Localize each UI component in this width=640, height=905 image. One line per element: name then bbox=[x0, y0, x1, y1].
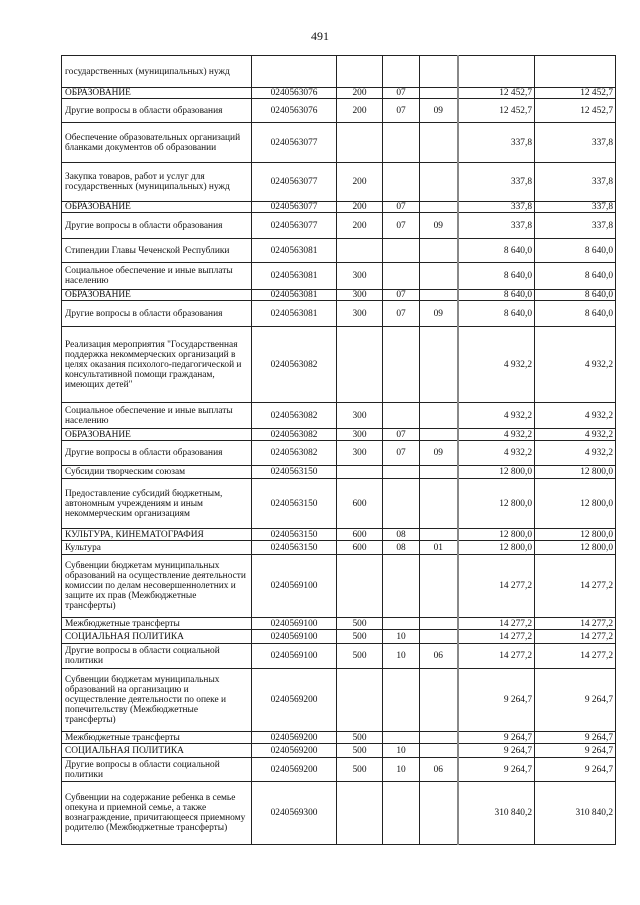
target-code-cell: 0240563081 bbox=[252, 239, 337, 263]
expense-type-cell bbox=[337, 327, 383, 403]
subsection-cell bbox=[420, 403, 458, 429]
item-name-cell: Другие вопросы в области образования bbox=[62, 301, 252, 327]
amount-cell: 14 277,2 bbox=[458, 555, 535, 618]
item-name-cell: ОБРАЗОВАНИЕ bbox=[62, 202, 252, 213]
amount-cell: 12 800,0 bbox=[458, 479, 535, 529]
table-row bbox=[62, 744, 616, 758]
subsection-cell bbox=[420, 163, 458, 202]
target-code-cell: 0240563150 bbox=[252, 529, 337, 541]
item-name-cell: КУЛЬТУРА, КИНЕМАТОГРАФИЯ bbox=[62, 529, 252, 541]
target-code-cell: 0240563150 bbox=[252, 479, 337, 529]
item-name-cell: ОБРАЗОВАНИЕ bbox=[62, 429, 252, 441]
amount-cell: 337,8 bbox=[458, 213, 535, 239]
amount-cell: 9 264,7 bbox=[458, 732, 535, 744]
section-cell: 10 bbox=[383, 630, 420, 644]
expense-type-cell: 300 bbox=[337, 263, 383, 290]
subsection-cell bbox=[420, 429, 458, 441]
table-row bbox=[62, 163, 616, 202]
amount-total-cell: 12 452,7 bbox=[535, 88, 616, 99]
amount-total-cell: 8 640,0 bbox=[535, 301, 616, 327]
amount-total-cell: 14 277,2 bbox=[535, 618, 616, 630]
amount-total-cell: 14 277,2 bbox=[535, 630, 616, 644]
target-code-cell: 0240569100 bbox=[252, 555, 337, 618]
target-code-cell: 0240563082 bbox=[252, 327, 337, 403]
expense-type-cell bbox=[337, 56, 383, 88]
item-name-cell: Другие вопросы в области социальной политики bbox=[62, 758, 252, 782]
amount-total-cell: 8 640,0 bbox=[535, 263, 616, 290]
amount-cell: 337,8 bbox=[458, 123, 535, 163]
budget-table-body bbox=[62, 56, 616, 845]
item-name-cell: СОЦИАЛЬНАЯ ПОЛИТИКА bbox=[62, 744, 252, 758]
section-cell bbox=[383, 479, 420, 529]
item-name-cell: Субвенции на содержание ребенка в семье опекуна и приемной семье, а также вознаграждение, причитающееся приемному родителю (Межбюджетные трансферты) bbox=[62, 782, 252, 845]
section-cell: 07 bbox=[383, 99, 420, 123]
amount-cell bbox=[458, 56, 535, 88]
expense-type-cell: 200 bbox=[337, 213, 383, 239]
item-name-cell: СОЦИАЛЬНАЯ ПОЛИТИКА bbox=[62, 630, 252, 644]
amount-total-cell: 12 452,7 bbox=[535, 99, 616, 123]
item-name-cell: Стипендии Главы Чеченской Республики bbox=[62, 239, 252, 263]
target-code-cell: 0240563077 bbox=[252, 123, 337, 163]
item-name-cell: Социальное обеспечение и иные выплаты населению bbox=[62, 263, 252, 290]
section-cell bbox=[383, 239, 420, 263]
target-code-cell: 0240563077 bbox=[252, 163, 337, 202]
subsection-cell bbox=[420, 290, 458, 301]
amount-cell: 12 452,7 bbox=[458, 99, 535, 123]
subsection-cell bbox=[420, 56, 458, 88]
subsection-cell bbox=[420, 123, 458, 163]
subsection-cell: 06 bbox=[420, 758, 458, 782]
section-cell bbox=[383, 163, 420, 202]
section-cell: 08 bbox=[383, 529, 420, 541]
amount-total-cell: 9 264,7 bbox=[535, 669, 616, 732]
expense-type-cell: 200 bbox=[337, 202, 383, 213]
amount-cell: 8 640,0 bbox=[458, 263, 535, 290]
subsection-cell bbox=[420, 479, 458, 529]
amount-cell: 14 277,2 bbox=[458, 618, 535, 630]
expense-type-cell: 300 bbox=[337, 441, 383, 466]
subsection-cell: 01 bbox=[420, 541, 458, 555]
item-name-cell: Межбюджетные трансферты bbox=[62, 732, 252, 744]
amount-total-cell: 4 932,2 bbox=[535, 441, 616, 466]
expense-type-cell: 600 bbox=[337, 541, 383, 555]
table-row bbox=[62, 618, 616, 630]
target-code-cell: 0240569200 bbox=[252, 744, 337, 758]
item-name-cell: Субвенции бюджетам муниципальных образований на осуществление деятельности комиссии по делам несовершеннолетних и защите их прав (Межбюджетные трансферты) bbox=[62, 555, 252, 618]
item-name-cell: государственных (муниципальных) нужд bbox=[62, 56, 252, 88]
table-row bbox=[62, 555, 616, 618]
section-cell: 07 bbox=[383, 88, 420, 99]
amount-total-cell: 12 800,0 bbox=[535, 466, 616, 479]
amount-cell: 14 277,2 bbox=[458, 630, 535, 644]
subsection-cell bbox=[420, 669, 458, 732]
item-name-cell: Закупка товаров, работ и услуг для государственных (муниципальных) нужд bbox=[62, 163, 252, 202]
expense-type-cell: 500 bbox=[337, 618, 383, 630]
item-name-cell: Межбюджетные трансферты bbox=[62, 618, 252, 630]
expense-type-cell: 200 bbox=[337, 88, 383, 99]
expense-type-cell: 300 bbox=[337, 301, 383, 327]
amount-total-cell bbox=[535, 56, 616, 88]
target-code-cell: 0240563082 bbox=[252, 429, 337, 441]
item-name-cell: Обеспечение образовательных организаций бланками документов об образовании bbox=[62, 123, 252, 163]
amount-total-cell: 337,8 bbox=[535, 213, 616, 239]
section-cell bbox=[383, 123, 420, 163]
subsection-cell: 09 bbox=[420, 301, 458, 327]
amount-total-cell: 9 264,7 bbox=[535, 758, 616, 782]
amount-total-cell: 4 932,2 bbox=[535, 403, 616, 429]
table-row bbox=[62, 732, 616, 744]
subsection-cell: 09 bbox=[420, 441, 458, 466]
amount-cell: 12 800,0 bbox=[458, 541, 535, 555]
table-row bbox=[62, 630, 616, 644]
expense-type-cell: 600 bbox=[337, 529, 383, 541]
section-cell: 07 bbox=[383, 429, 420, 441]
table-row bbox=[62, 290, 616, 301]
expense-type-cell: 500 bbox=[337, 644, 383, 669]
subsection-cell bbox=[420, 239, 458, 263]
target-code-cell: 0240563081 bbox=[252, 263, 337, 290]
table-row bbox=[62, 669, 616, 732]
section-cell bbox=[383, 403, 420, 429]
subsection-cell bbox=[420, 618, 458, 630]
table-row bbox=[62, 213, 616, 239]
target-code-cell: 0240563082 bbox=[252, 441, 337, 466]
table-row bbox=[62, 88, 616, 99]
subsection-cell bbox=[420, 782, 458, 845]
amount-total-cell: 9 264,7 bbox=[535, 732, 616, 744]
table-row bbox=[62, 202, 616, 213]
table-row bbox=[62, 644, 616, 669]
target-code-cell: 0240569300 bbox=[252, 782, 337, 845]
item-name-cell: Субсидии творческим союзам bbox=[62, 466, 252, 479]
table-row bbox=[62, 99, 616, 123]
subsection-cell bbox=[420, 263, 458, 290]
section-cell bbox=[383, 56, 420, 88]
amount-total-cell: 12 800,0 bbox=[535, 529, 616, 541]
expense-type-cell: 200 bbox=[337, 99, 383, 123]
expense-type-cell bbox=[337, 239, 383, 263]
subsection-cell bbox=[420, 744, 458, 758]
amount-cell: 12 800,0 bbox=[458, 529, 535, 541]
item-name-cell: Предоставление субсидий бюджетным, автономным учреждениям и иным некоммерческим организациям bbox=[62, 479, 252, 529]
amount-total-cell: 337,8 bbox=[535, 163, 616, 202]
amount-cell: 8 640,0 bbox=[458, 290, 535, 301]
amount-cell: 337,8 bbox=[458, 163, 535, 202]
expense-type-cell bbox=[337, 782, 383, 845]
expense-type-cell: 200 bbox=[337, 163, 383, 202]
amount-cell: 12 452,7 bbox=[458, 88, 535, 99]
table-row bbox=[62, 239, 616, 263]
target-code-cell: 0240563076 bbox=[252, 88, 337, 99]
table-row bbox=[62, 123, 616, 163]
subsection-cell: 09 bbox=[420, 99, 458, 123]
table-row bbox=[62, 466, 616, 479]
subsection-cell bbox=[420, 732, 458, 744]
table-row bbox=[62, 529, 616, 541]
amount-cell: 4 932,2 bbox=[458, 327, 535, 403]
subsection-cell bbox=[420, 88, 458, 99]
amount-cell: 310 840,2 bbox=[458, 782, 535, 845]
section-cell bbox=[383, 327, 420, 403]
item-name-cell: Реализация мероприятия "Государственная поддержка некоммерческих организаций в целях оказания психолого-педагогической и консультативной помощи гражданам, имеющих детей" bbox=[62, 327, 252, 403]
table-row bbox=[62, 479, 616, 529]
expense-type-cell: 500 bbox=[337, 630, 383, 644]
amount-total-cell: 12 800,0 bbox=[535, 541, 616, 555]
expense-type-cell: 300 bbox=[337, 403, 383, 429]
expense-type-cell: 600 bbox=[337, 479, 383, 529]
target-code-cell: 0240563150 bbox=[252, 466, 337, 479]
amount-cell: 4 932,2 bbox=[458, 441, 535, 466]
amount-total-cell: 337,8 bbox=[535, 123, 616, 163]
target-code-cell: 0240563081 bbox=[252, 290, 337, 301]
amount-cell: 8 640,0 bbox=[458, 301, 535, 327]
section-cell: 07 bbox=[383, 301, 420, 327]
amount-cell: 9 264,7 bbox=[458, 669, 535, 732]
amount-total-cell: 4 932,2 bbox=[535, 327, 616, 403]
budget-table bbox=[61, 55, 616, 845]
item-name-cell: Другие вопросы в области образования bbox=[62, 99, 252, 123]
amount-total-cell: 8 640,0 bbox=[535, 239, 616, 263]
table-row bbox=[62, 782, 616, 845]
section-cell bbox=[383, 782, 420, 845]
amount-total-cell: 9 264,7 bbox=[535, 744, 616, 758]
item-name-cell: ОБРАЗОВАНИЕ bbox=[62, 88, 252, 99]
section-cell: 07 bbox=[383, 290, 420, 301]
table-row bbox=[62, 429, 616, 441]
table-row bbox=[62, 441, 616, 466]
amount-cell: 12 800,0 bbox=[458, 466, 535, 479]
expense-type-cell bbox=[337, 466, 383, 479]
section-cell: 10 bbox=[383, 758, 420, 782]
expense-type-cell bbox=[337, 123, 383, 163]
subsection-cell bbox=[420, 327, 458, 403]
amount-total-cell: 310 840,2 bbox=[535, 782, 616, 845]
table-row bbox=[62, 541, 616, 555]
item-name-cell: Культура bbox=[62, 541, 252, 555]
amount-cell: 337,8 bbox=[458, 202, 535, 213]
section-cell: 07 bbox=[383, 213, 420, 239]
table-row bbox=[62, 263, 616, 290]
expense-type-cell: 300 bbox=[337, 290, 383, 301]
item-name-cell: Социальное обеспечение и иные выплаты населению bbox=[62, 403, 252, 429]
target-code-cell: 0240569200 bbox=[252, 732, 337, 744]
table-row bbox=[62, 56, 616, 88]
target-code-cell: 0240563076 bbox=[252, 99, 337, 123]
amount-total-cell: 4 932,2 bbox=[535, 429, 616, 441]
section-cell: 07 bbox=[383, 441, 420, 466]
section-cell bbox=[383, 618, 420, 630]
target-code-cell: 0240563077 bbox=[252, 213, 337, 239]
section-cell bbox=[383, 732, 420, 744]
section-cell: 07 bbox=[383, 202, 420, 213]
table-row bbox=[62, 758, 616, 782]
item-name-cell: ОБРАЗОВАНИЕ bbox=[62, 290, 252, 301]
target-code-cell: 0240569100 bbox=[252, 618, 337, 630]
target-code-cell: 0240563077 bbox=[252, 202, 337, 213]
subsection-cell bbox=[420, 529, 458, 541]
amount-cell: 9 264,7 bbox=[458, 744, 535, 758]
section-cell bbox=[383, 669, 420, 732]
table-row bbox=[62, 403, 616, 429]
amount-cell: 9 264,7 bbox=[458, 758, 535, 782]
section-cell bbox=[383, 555, 420, 618]
amount-total-cell: 12 800,0 bbox=[535, 479, 616, 529]
expense-type-cell: 500 bbox=[337, 744, 383, 758]
expense-type-cell: 500 bbox=[337, 758, 383, 782]
amount-cell: 4 932,2 bbox=[458, 429, 535, 441]
expense-type-cell: 500 bbox=[337, 732, 383, 744]
item-name-cell: Другие вопросы в области образования bbox=[62, 441, 252, 466]
item-name-cell: Субвенции бюджетам муниципальных образований на организацию и осуществление деятельности по опеке и попечительству (Межбюджетные трансферты) bbox=[62, 669, 252, 732]
expense-type-cell bbox=[337, 669, 383, 732]
target-code-cell: 0240569100 bbox=[252, 644, 337, 669]
target-code-cell bbox=[252, 56, 337, 88]
amount-total-cell: 14 277,2 bbox=[535, 555, 616, 618]
item-name-cell: Другие вопросы в области образования bbox=[62, 213, 252, 239]
subsection-cell: 06 bbox=[420, 644, 458, 669]
section-cell: 08 bbox=[383, 541, 420, 555]
expense-type-cell: 300 bbox=[337, 429, 383, 441]
amount-total-cell: 14 277,2 bbox=[535, 644, 616, 669]
target-code-cell: 0240563082 bbox=[252, 403, 337, 429]
page-number: 491 bbox=[311, 29, 329, 43]
table-row bbox=[62, 301, 616, 327]
subsection-cell bbox=[420, 630, 458, 644]
target-code-cell: 0240569200 bbox=[252, 758, 337, 782]
amount-total-cell: 337,8 bbox=[535, 202, 616, 213]
amount-cell: 14 277,2 bbox=[458, 644, 535, 669]
subsection-cell: 09 bbox=[420, 213, 458, 239]
section-cell: 10 bbox=[383, 744, 420, 758]
amount-cell: 8 640,0 bbox=[458, 239, 535, 263]
section-cell bbox=[383, 263, 420, 290]
target-code-cell: 0240563081 bbox=[252, 301, 337, 327]
table-row bbox=[62, 327, 616, 403]
subsection-cell bbox=[420, 202, 458, 213]
amount-cell: 4 932,2 bbox=[458, 403, 535, 429]
subsection-cell bbox=[420, 466, 458, 479]
amount-total-cell: 8 640,0 bbox=[535, 290, 616, 301]
subsection-cell bbox=[420, 555, 458, 618]
target-code-cell: 0240569200 bbox=[252, 669, 337, 732]
target-code-cell: 0240569100 bbox=[252, 630, 337, 644]
section-cell: 10 bbox=[383, 644, 420, 669]
expense-type-cell bbox=[337, 555, 383, 618]
section-cell bbox=[383, 466, 420, 479]
target-code-cell: 0240563150 bbox=[252, 541, 337, 555]
item-name-cell: Другие вопросы в области социальной политики bbox=[62, 644, 252, 669]
